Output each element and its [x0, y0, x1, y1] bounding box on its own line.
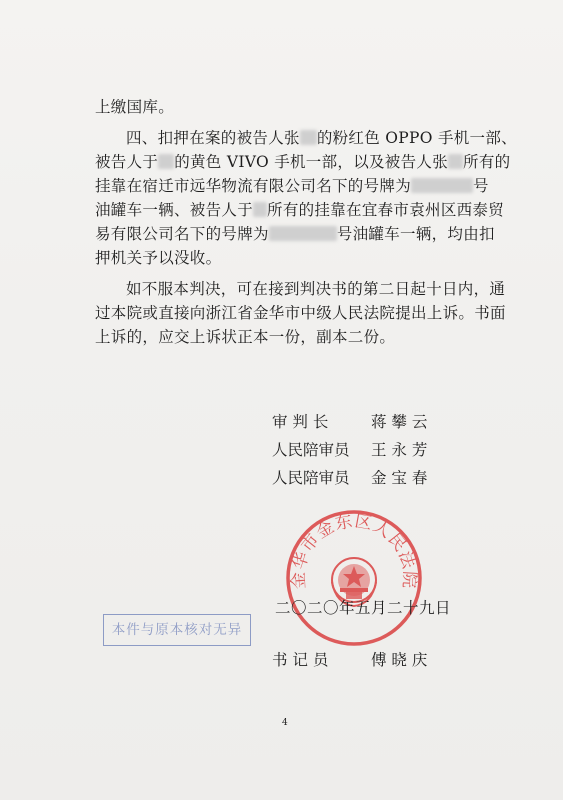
court-seal-icon	[284, 508, 424, 648]
redacted-block	[448, 154, 463, 169]
judge-role: 审 判 长	[272, 413, 329, 431]
certified-copy-stamp: 本件与原本核对无异	[103, 614, 251, 646]
text-line	[126, 277, 505, 299]
text-span: 的黄色 VIVO 手机一部，以及被告人张	[174, 153, 449, 171]
text-line	[95, 198, 504, 220]
text-span: 上诉的，应交上诉状正本一份，副本二份。	[95, 328, 396, 346]
text-line	[95, 246, 221, 268]
text-line	[95, 174, 489, 196]
text-span: 的粉红色 OPPO 手机一部、	[316, 129, 517, 147]
text-span: 被告人于	[95, 153, 159, 171]
text-span: 过本院或直接向浙江省金华市中级人民法院提出上诉。书面	[95, 304, 506, 322]
text-span: 如不服本判决，可在接到判决书的第二日起十日内，通	[126, 280, 506, 298]
text-span: 挂靠在宿迁市远华物流有限公司名下的号牌为	[95, 177, 412, 195]
text-line	[95, 222, 495, 244]
juror-role: 人民陪审员	[272, 441, 350, 459]
text-span: 所有的挂靠在宜春市袁州区西泰贸	[267, 201, 505, 219]
redacted-block	[269, 226, 337, 241]
juror-name: 王 永 芳	[371, 441, 428, 459]
text-line	[95, 325, 395, 347]
text-span: 号油罐车一辆，均由扣	[336, 225, 495, 243]
text-line	[95, 301, 506, 323]
judgment-date: 二〇二〇年五月二十九日	[275, 599, 452, 617]
clerk-name: 傅 晓 庆	[371, 651, 428, 669]
clerk-role: 书 记 员	[272, 651, 329, 669]
juror-role: 人民陪审员	[272, 469, 350, 487]
seal-text: 金华市金东区人民法院	[288, 511, 420, 590]
text-span: 号	[473, 177, 489, 195]
redacted-block	[300, 130, 317, 145]
text-span: 易有限公司名下的号牌为	[95, 225, 269, 243]
text-span: 所有的	[463, 153, 511, 171]
text-line	[126, 126, 517, 148]
redacted-block	[158, 154, 174, 169]
redacted-block	[253, 202, 267, 217]
text-span: 上缴国库。	[95, 98, 175, 116]
text-span: 油罐车一辆、被告人于	[95, 201, 254, 219]
juror-name: 金 宝 春	[371, 469, 428, 487]
text-span: 押机关予以没收。	[95, 249, 222, 267]
text-line	[95, 95, 174, 117]
judge-name: 蒋 攀 云	[371, 413, 428, 431]
text-span: 四、扣押在案的被告人张	[126, 129, 300, 147]
redacted-block	[411, 178, 473, 193]
text-line	[95, 150, 510, 172]
page-number: 4	[282, 718, 288, 728]
